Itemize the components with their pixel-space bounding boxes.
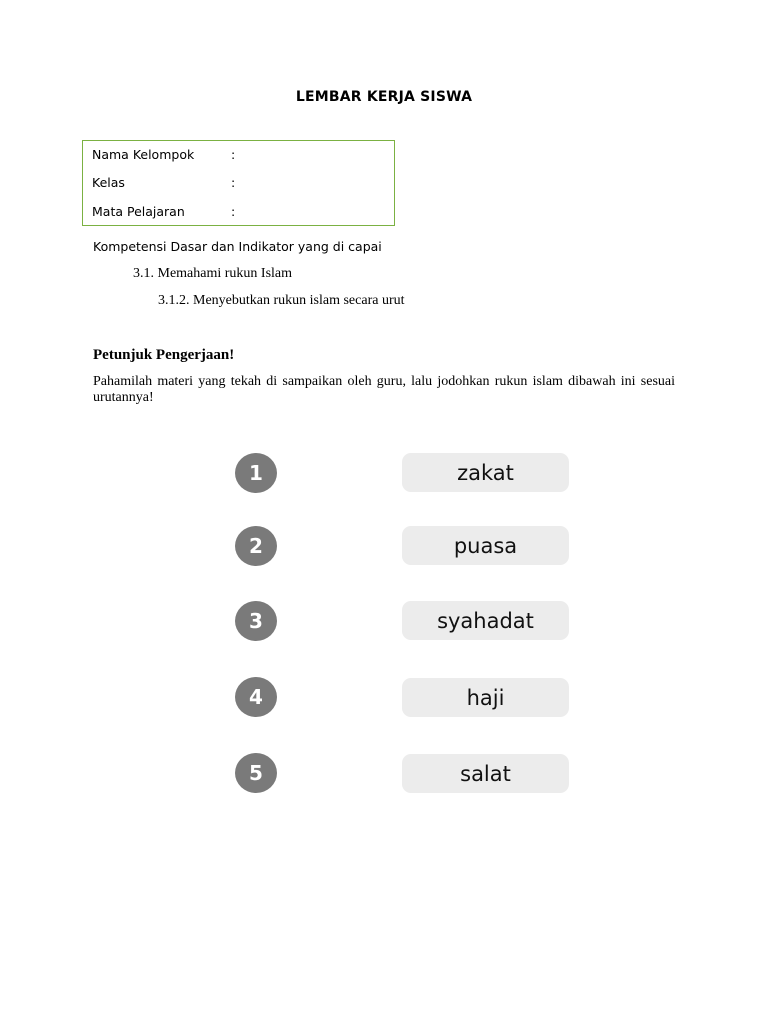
class-colon: : <box>231 175 236 190</box>
word-card-salat: salat <box>402 754 569 793</box>
group-name-label: Nama Kelompok <box>92 147 195 162</box>
identity-box <box>82 140 395 226</box>
number-circle-4: 4 <box>235 677 277 717</box>
number-circle-5: 5 <box>235 753 277 793</box>
number-circle-3: 3 <box>235 601 277 641</box>
basic-competency: 3.1. Memahami rukun Islam <box>133 266 293 281</box>
identity-row-group-name <box>92 147 235 162</box>
subject-colon: : <box>231 204 236 219</box>
subject-label: Mata Pelajaran <box>92 204 185 219</box>
number-circle-1: 1 <box>235 453 277 493</box>
word-card-syahadat: syahadat <box>402 601 569 640</box>
group-name-colon: : <box>231 147 236 162</box>
number-circle-2: 2 <box>235 526 277 566</box>
instructions-text: Pahamilah materi yang tekah di sampaikan oleh guru, lalu jodohkan rukun islam dibawah ini sesuai urutannya! <box>93 374 675 405</box>
competency-heading: Kompetensi Dasar dan Indikator yang di capai <box>93 239 382 254</box>
class-label: Kelas <box>92 175 125 190</box>
word-card-haji: haji <box>402 678 569 717</box>
word-card-puasa: puasa <box>402 526 569 565</box>
indicator: 3.1.2. Menyebutkan rukun islam secara urut <box>158 293 405 308</box>
identity-row-class <box>92 175 235 190</box>
word-card-zakat: zakat <box>402 453 569 492</box>
identity-row-subject <box>92 204 235 219</box>
instructions-heading: Petunjuk Pengerjaan! <box>93 347 235 363</box>
worksheet-title: LEMBAR KERJA SISWA <box>295 89 473 105</box>
